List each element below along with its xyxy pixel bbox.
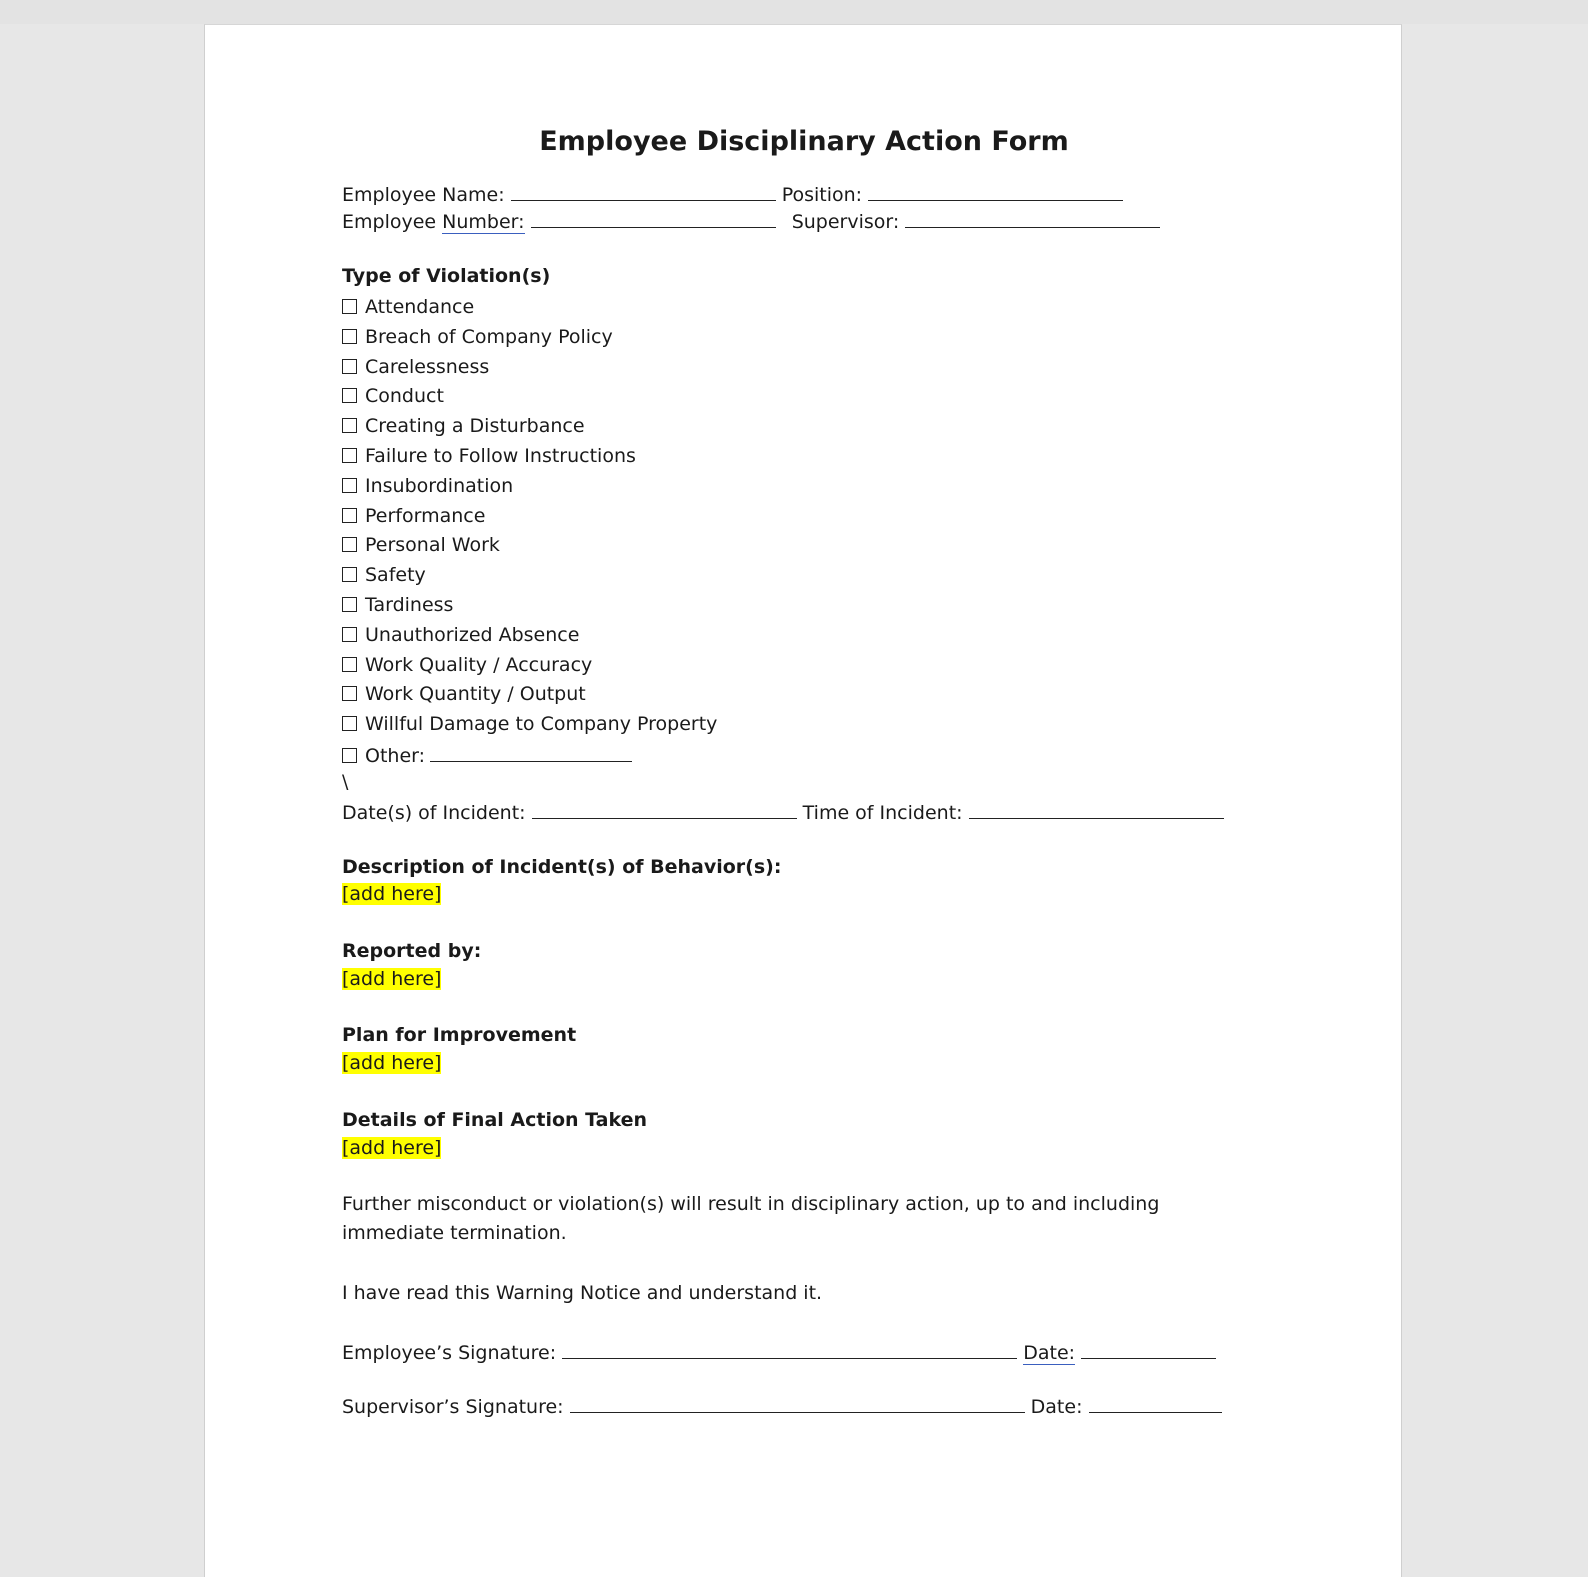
placeholder-text[interactable]: [add here] <box>342 1052 442 1074</box>
checkbox-icon[interactable] <box>342 448 357 463</box>
employee-number-label-a: Employee <box>342 211 443 233</box>
employee-date-field[interactable] <box>1081 1338 1216 1359</box>
employee-name-row <box>342 180 1123 208</box>
checkbox-icon[interactable] <box>342 716 357 731</box>
violation-item <box>342 622 579 648</box>
violation-label: Insubordination <box>365 475 514 497</box>
acknowledgement-text: I have read this Warning Notice and understand it. <box>342 1282 823 1304</box>
violation-item <box>342 652 592 678</box>
supervisor-signature-field[interactable] <box>570 1392 1025 1413</box>
employee-signature-row <box>342 1338 1216 1366</box>
violation-item <box>342 562 426 588</box>
violation-label: Performance <box>365 505 486 527</box>
supervisor-date-label: Date: <box>1030 1396 1083 1418</box>
supervisor-label: Supervisor: <box>791 211 900 233</box>
violation-label: Other: <box>365 745 426 767</box>
viewer-top-strip <box>0 0 1588 24</box>
section-heading: Description of Incident(s) of Behavior(s): <box>342 856 782 878</box>
checkbox-icon[interactable] <box>342 418 357 433</box>
violations-heading: Type of Violation(s) <box>342 265 551 287</box>
violation-label: Personal Work <box>365 534 500 556</box>
section-placeholder[interactable] <box>342 881 441 907</box>
violation-label: Breach of Company Policy <box>365 326 613 348</box>
violation-item <box>342 354 489 380</box>
position-label: Position: <box>781 184 863 206</box>
violation-label: Work Quantity / Output <box>365 683 586 705</box>
violation-item <box>342 294 474 320</box>
violation-item <box>342 592 453 618</box>
checkbox-icon[interactable] <box>342 567 357 582</box>
other-violation-field[interactable] <box>430 741 632 762</box>
checkbox-icon[interactable] <box>342 597 357 612</box>
checkbox-icon[interactable] <box>342 329 357 344</box>
section-heading: Details of Final Action Taken <box>342 1109 648 1131</box>
violation-label: Failure to Follow Instructions <box>365 445 636 467</box>
placeholder-text[interactable]: [add here] <box>342 883 442 905</box>
supervisor-signature-label: Supervisor’s Signature: <box>342 1396 564 1418</box>
violation-item <box>342 503 485 529</box>
checkbox-icon[interactable] <box>342 299 357 314</box>
employee-date-label: Date: <box>1023 1342 1076 1364</box>
violation-label: Unauthorized Absence <box>365 624 580 646</box>
checkbox-icon[interactable] <box>342 627 357 642</box>
employee-signature-field[interactable] <box>562 1338 1017 1359</box>
incident-dates-label: Date(s) of Incident: <box>342 802 526 824</box>
incident-time-field[interactable] <box>969 798 1224 819</box>
employee-number-field[interactable] <box>531 207 776 228</box>
notice-paragraph: Further misconduct or violation(s) will result in disciplinary action, up to and including immediate termination. <box>342 1193 1160 1244</box>
employee-name-label: Employee Name: <box>342 184 505 206</box>
violation-label: Tardiness <box>365 594 454 616</box>
incident-time-label: Time of Incident: <box>802 802 963 824</box>
checkbox-icon[interactable] <box>342 508 357 523</box>
checkbox-icon[interactable] <box>342 748 357 763</box>
violation-label: Willful Damage to Company Property <box>365 713 718 735</box>
employee-signature-label: Employee’s Signature: <box>342 1342 557 1364</box>
violation-label: Work Quality / Accuracy <box>365 654 593 676</box>
section-placeholder[interactable] <box>342 1050 441 1076</box>
violation-label: Creating a Disturbance <box>365 415 585 437</box>
position-field[interactable] <box>868 180 1123 201</box>
violation-item <box>342 383 444 409</box>
document-title: Employee Disciplinary Action Form <box>539 126 1069 157</box>
section-placeholder[interactable] <box>342 966 441 992</box>
violation-item <box>342 711 717 737</box>
supervisor-field[interactable] <box>905 207 1160 228</box>
violation-label: Attendance <box>365 296 475 318</box>
supervisor-date-field[interactable] <box>1089 1392 1222 1413</box>
checkbox-icon[interactable] <box>342 359 357 374</box>
placeholder-text[interactable]: [add here] <box>342 968 442 990</box>
violation-item <box>342 473 513 499</box>
violation-label: Safety <box>365 564 426 586</box>
violation-item <box>342 443 636 469</box>
stray-character: \ <box>342 771 349 793</box>
checkbox-icon[interactable] <box>342 478 357 493</box>
employee-number-label-b: Number: <box>442 211 525 233</box>
violation-item <box>342 741 632 769</box>
violation-label: Conduct <box>365 385 444 407</box>
supervisor-signature-row <box>342 1392 1222 1420</box>
incident-dates-field[interactable] <box>532 798 797 819</box>
employee-number-row <box>342 207 1160 235</box>
violation-label: Carelessness <box>365 356 490 378</box>
checkbox-icon[interactable] <box>342 388 357 403</box>
incident-date-row <box>342 798 1224 826</box>
violation-item <box>342 324 613 350</box>
section-heading: Reported by: <box>342 940 482 962</box>
violation-item <box>342 681 586 707</box>
checkbox-icon[interactable] <box>342 686 357 701</box>
section-heading: Plan for Improvement <box>342 1024 577 1046</box>
section-placeholder[interactable] <box>342 1135 441 1161</box>
violation-item <box>342 413 585 439</box>
placeholder-text[interactable]: [add here] <box>342 1137 442 1159</box>
checkbox-icon[interactable] <box>342 657 357 672</box>
document-page <box>204 24 1402 1577</box>
violation-item <box>342 532 500 558</box>
checkbox-icon[interactable] <box>342 537 357 552</box>
employee-name-field[interactable] <box>511 180 776 201</box>
